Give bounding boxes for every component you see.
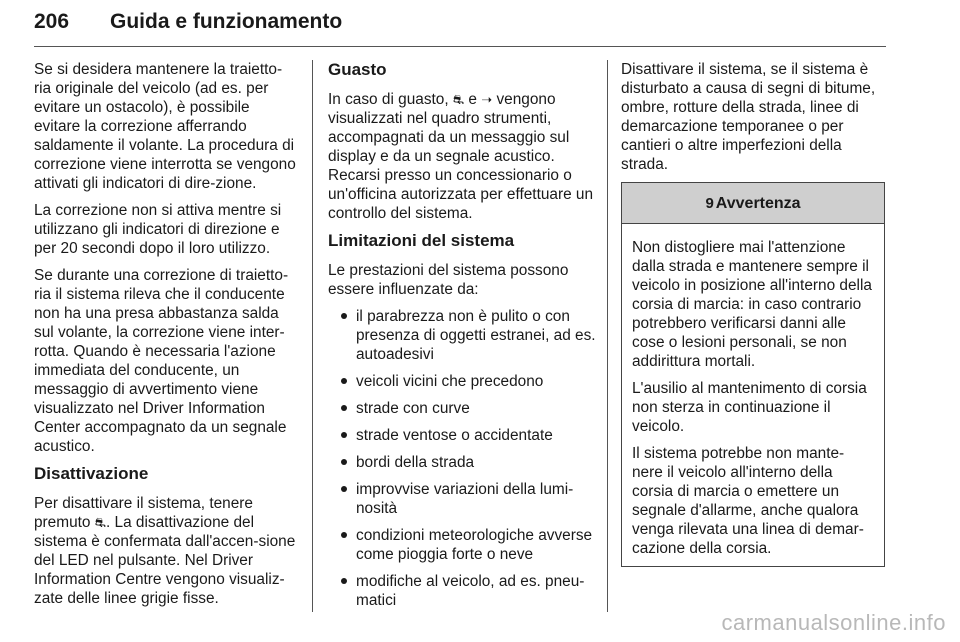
header-rule — [34, 46, 886, 47]
limitations-list — [328, 307, 598, 610]
warning-body — [622, 224, 884, 558]
warning-box — [621, 182, 885, 567]
list-item: strade con curve — [328, 399, 598, 418]
watermark: carmanualsonline.info — [721, 610, 946, 635]
column-divider-2 — [607, 60, 608, 612]
list-item: modifiche al veicolo, ad es. pneu-matici — [328, 572, 598, 610]
paragraph: La correzione non si attiva mentre si utilizzano gli indicatori di direzione e per 20 secondi dopo il loro utilizzo. — [34, 202, 282, 257]
list-item: strade ventose o accidentate — [328, 426, 598, 445]
paragraph: Se durante una correzione di traietto-ria il sistema rileva che il conducente non ha una presa abbastanza salda sul volante, la correzione viene inter-rotta. Quando è necessaria l'azione immediata del conducente, un messaggio di avvertimento viene visualizzato nel Driver Information Center accompagnato da un segnale acustico. — [34, 267, 289, 455]
warning-triangle-icon: 9 — [705, 194, 714, 212]
paragraph: Se si desidera mantenere la traietto-ria originale del veicolo (ad es. per evitare un ostacolo), è possibile evitare la correzione afferrando saldamente il volante. La procedura di correzione viene interrotta se vengono attivati gli indicatori di dire-zione. — [34, 61, 296, 192]
paragraph: L'ausilio al mantenimento di corsia non sterza in continuazione il veicolo. — [632, 380, 867, 435]
warning-title: Avvertenza — [715, 194, 801, 212]
section-heading-guasto: Guasto — [328, 60, 387, 79]
column-3 — [621, 60, 889, 567]
list-item: bordi della strada — [328, 453, 598, 472]
lane-keep-warning-icon: ⛐ — [452, 92, 465, 107]
paragraph: Le prestazioni del sistema possono essere influenzate da: — [328, 262, 569, 298]
text-run: In caso di guasto, — [328, 91, 453, 108]
page-title: Guida e funzionamento — [110, 10, 343, 33]
paragraph: Disattivare il sistema, se il sistema è disturbato a causa di segni di bitume, ombre, rotture della strada, linee di demarcazione temporanee o per cantieri o altre imperfezioni della strada. — [621, 61, 876, 173]
page-number: 206 — [34, 10, 70, 33]
text-run: e — [464, 91, 482, 108]
paragraph: Non distogliere mai l'attenzione dalla strada e mantenere sempre il veicolo in posizione all'interno della corsia di marcia: in caso contrario potrebbero verificarsi danni alle cose o lesioni personali, se non addirittura mortali. — [632, 239, 872, 370]
section-heading-limitazioni: Limitazioni del sistema — [328, 231, 515, 250]
page-header — [34, 6, 886, 50]
service-vehicle-icon: ➝ — [481, 92, 493, 107]
section-heading-disattivazione: Disattivazione — [34, 464, 149, 483]
column-2 — [328, 60, 598, 618]
lane-keep-button-icon: ⛐ — [94, 515, 106, 530]
column-divider-1 — [312, 60, 313, 612]
list-item: veicoli vicini che precedono — [328, 372, 598, 391]
text-run: Per disattivare il sistema, tenere premuto — [34, 495, 253, 531]
text-run: . La disattivazione del sistema è confermata dall'accen-sione del LED nel pulsante. Nel Driver Information Centre vengono visualiz-zate delle linee grigie fisse. — [34, 514, 296, 607]
warning-header — [622, 183, 884, 224]
list-item: il parabrezza non è pulito o con presenza di oggetti estranei, ad es. autoadesivi — [328, 307, 598, 364]
paragraph — [34, 494, 298, 608]
list-item: improvvise variazioni della lumi-nosità — [328, 480, 598, 518]
text-run: vengono visualizzati nel quadro strumenti, accompagnati da un messaggio sul display e da un segnale acustico. Recarsi presso un concessionario o un'officina autorizzata per effettuare un controllo del sistema. — [328, 91, 594, 222]
paragraph: Il sistema potrebbe non mante-nere il veicolo all'interno della corsia di marcia o emettere un segnale d'allarme, anche qualora venga rilevata una linea di demar-cazione della corsia. — [632, 445, 864, 557]
column-1 — [34, 60, 298, 616]
paragraph — [328, 90, 598, 223]
list-item: condizioni meteorologiche avverse come pioggia forte o neve — [328, 526, 598, 564]
